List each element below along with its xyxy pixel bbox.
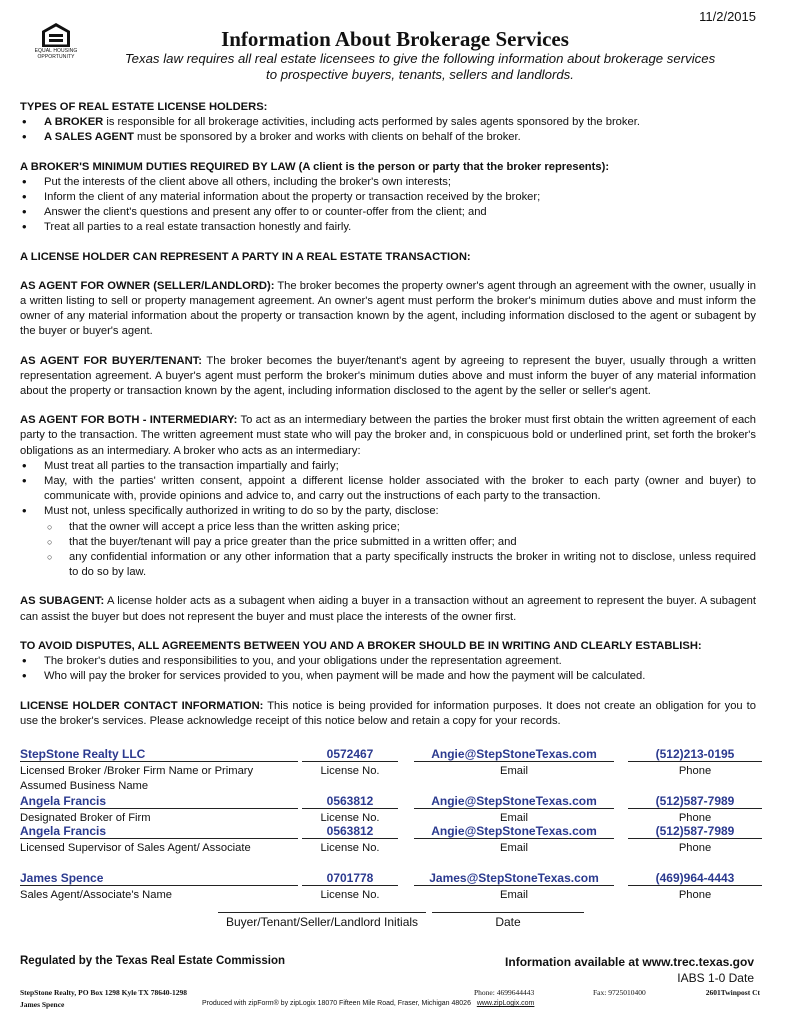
contact-row-sales-agent [20, 871, 760, 901]
field-label: Licensed Supervisor of Sales Agent/ Associate [20, 842, 251, 854]
field-label: License No. [320, 765, 380, 777]
list-item: • The broker's duties and responsibilities to you, and your obligations under the representation agreement. [20, 654, 756, 669]
supervisor-name-field[interactable]: Angela Francis [20, 824, 298, 839]
contact-row-broker [20, 747, 760, 794]
designated-broker-email-field[interactable]: Angie@StepStoneTexas.com [414, 794, 614, 809]
contact-paragraph: LICENSE HOLDER CONTACT INFORMATION: This notice is being provided for information purposes. It does not create an obligation for you to use the broker's services. Please acknowledge receipt of this notice below and retain a copy for your records. [20, 699, 756, 727]
footer-phone: Phone: 4699644443 [474, 988, 535, 997]
subagent-paragraph: AS SUBAGENT: A license holder acts as a subagent when aiding a buyer in a transaction without an agreement to represent the buyer. A subagent can assist the buyer but does not represent the buyer and must place the interests of the owner first. [20, 595, 756, 623]
field-label: Email [500, 812, 528, 824]
field-label: Email [500, 842, 528, 854]
date-field[interactable]: Date [432, 912, 584, 929]
list-item: • Who will pay the broker for services provided to you, when payment will be made and how the payment will be calculated. [20, 669, 756, 684]
designated-broker-license-field[interactable]: 0563812 [302, 794, 398, 809]
field-label: Email [500, 765, 528, 777]
sales-agent-license-field[interactable]: 0701778 [302, 871, 398, 886]
supervisor-email-field[interactable]: Angie@StepStoneTexas.com [414, 824, 614, 839]
list-item: • Answer the client's questions and present any offer to or counter-offer from the client; and [20, 205, 756, 220]
field-label: Designated Broker of Firm [20, 812, 151, 824]
field-label: Phone [678, 765, 712, 777]
duties-heading: A BROKER'S MINIMUM DUTIES REQUIRED BY LAW (A client is the person or party that the broker represents): [20, 160, 610, 173]
list-item: • A BROKER is responsible for all brokerage activities, including acts performed by sales agents sponsored by the broker. [20, 115, 756, 130]
field-label: Phone [678, 842, 712, 854]
broker-email-field[interactable]: Angie@StepStoneTexas.com [414, 747, 614, 762]
sales-agent-phone-field[interactable]: (469)964-4443 [628, 871, 762, 886]
footer-agent: James Spence [20, 1000, 65, 1009]
designated-broker-phone-field[interactable]: (512)587-7989 [628, 794, 762, 809]
iabs-date: IABS 1-0 Date [677, 971, 754, 985]
broker-name-field[interactable]: StepStone Realty LLC [20, 747, 298, 762]
sales-agent-name-field[interactable]: James Spence [20, 871, 298, 886]
sub-list-item: ○ that the buyer/tenant will pay a price greater than the price submitted in a written offer; and [20, 535, 756, 550]
ziplogix-link[interactable]: www.zipLogix.com [476, 1000, 535, 1007]
list-item: • Put the interests of the client above all others, including the broker's own interests; [20, 175, 756, 190]
footer-address: StepStone Realty, PO Box 1298 Kyle TX 78640-1298 [20, 988, 187, 997]
footer-file-name: 2601Twinpost Ct [705, 988, 760, 997]
field-label: License No. [320, 842, 380, 854]
info-available: Information available at www.trec.texas.gov [505, 955, 754, 969]
field-label: Phone [678, 889, 712, 901]
list-item: • Treat all parties to a real estate transaction honestly and fairly. [20, 220, 756, 235]
types-heading: TYPES OF REAL ESTATE LICENSE HOLDERS: [20, 101, 268, 113]
disputes-heading: TO AVOID DISPUTES, ALL AGREEMENTS BETWEEN YOU AND A BROKER SHOULD BE IN WRITING AND CLEARLY ESTABLISH: [20, 639, 702, 652]
intermediary-paragraph: AS AGENT FOR BOTH - INTERMEDIARY: To act as an intermediary between the parties the broker must first obtain the written agreement of each party to the transaction. The written agreement must state who will pay the broker and, in conspicuous bold or underlined print, set forth the broker's obligations as an intermediary. A broker who acts as an intermediary: [20, 414, 756, 457]
regulated-by: Regulated by the Texas Real Estate Commission [20, 955, 286, 967]
footer-produced: Produced with zipForm® by zipLogix 18070 Fifteen Mile Road, Fraser, Michigan 48026 www.zipLogix.com [202, 1000, 535, 1007]
page-subtitle: Texas law requires all real estate licensees to give the following information about brokerage services to prospective buyers, tenants, sellers and landlords. [124, 51, 716, 82]
sales-agent-email-field[interactable]: James@StepStoneTexas.com [414, 871, 614, 886]
contact-table [20, 747, 760, 901]
field-label: License No. [320, 889, 380, 901]
date-top: 11/2/2015 [699, 9, 756, 24]
designated-broker-name-field[interactable]: Angela Francis [20, 794, 298, 809]
contact-row-supervisor [20, 824, 760, 871]
sub-list-item: ○ any confidential information or any other information that a party specifically instructs the broker in writing not to disclose, unless required to do so by law. [20, 550, 756, 580]
broker-phone-field[interactable]: (512)213-0195 [628, 747, 762, 762]
field-label: Phone [678, 812, 712, 824]
footer-fax: Fax: 9725010400 [593, 988, 646, 997]
contact-row-designated-broker [20, 794, 760, 824]
field-label: Licensed Broker /Broker Firm Name or Primary Assumed Business Name [20, 765, 254, 792]
list-item: • Must treat all parties to the transaction impartially and fairly; [20, 459, 756, 474]
initials-field[interactable]: Buyer/Tenant/Seller/Landlord Initials [218, 912, 426, 929]
page-title: Information About Brokerage Services [221, 27, 569, 51]
supervisor-phone-field[interactable]: (512)587-7989 [628, 824, 762, 839]
buyer-paragraph: AS AGENT FOR BUYER/TENANT: The broker becomes the buyer/tenant's agent by agreeing to represent the buyer, usually through a written representation agreement. A buyer's agent must perform the broker's minimum duties above and must inform the buyer of any material information about the property or transaction known by the agent, including information disclosed to the agent by the seller or seller's agent. [20, 354, 757, 398]
list-item: • A SALES AGENT must be sponsored by a broker and works with clients on behalf of the broker. [20, 130, 756, 145]
field-label: Email [500, 889, 528, 901]
field-label: License No. [320, 812, 380, 824]
sub-list-item: ○ that the owner will accept a price less than the written asking price; [20, 520, 756, 535]
document-body [20, 100, 756, 729]
supervisor-license-field[interactable]: 0563812 [302, 824, 398, 839]
owner-paragraph: AS AGENT FOR OWNER (SELLER/LANDLORD): The broker becomes the property owner's agent through an agreement with the owner, usually in a written listing to sell or property management agreement. An owner's agent must perform the broker's minimum duties above and must inform the owner of any material information about the property or transaction known by the agent, including information disclosed to the agent or subagent by the buyer or buyer's agent. [20, 279, 756, 338]
list-item: • Inform the client of any material information about the property or transaction received by the broker; [20, 190, 756, 205]
broker-license-field[interactable]: 0572467 [302, 747, 398, 762]
logo-text: EQUAL HOUSING OPPORTUNITY [34, 48, 78, 60]
list-item: • May, with the parties' written consent, appoint a different license holder associated with the broker to each party (owner and buyer) to communicate with, provide opinions and advice to, and carry out the instructions of each party to the transaction. [20, 474, 756, 504]
represent-heading: A LICENSE HOLDER CAN REPRESENT A PARTY IN A REAL ESTATE TRANSACTION: [20, 250, 471, 263]
list-item: • Must not, unless specifically authorized in writing to do so by the party, disclose: [20, 504, 756, 519]
field-label: Sales Agent/Associate's Name [20, 889, 173, 901]
